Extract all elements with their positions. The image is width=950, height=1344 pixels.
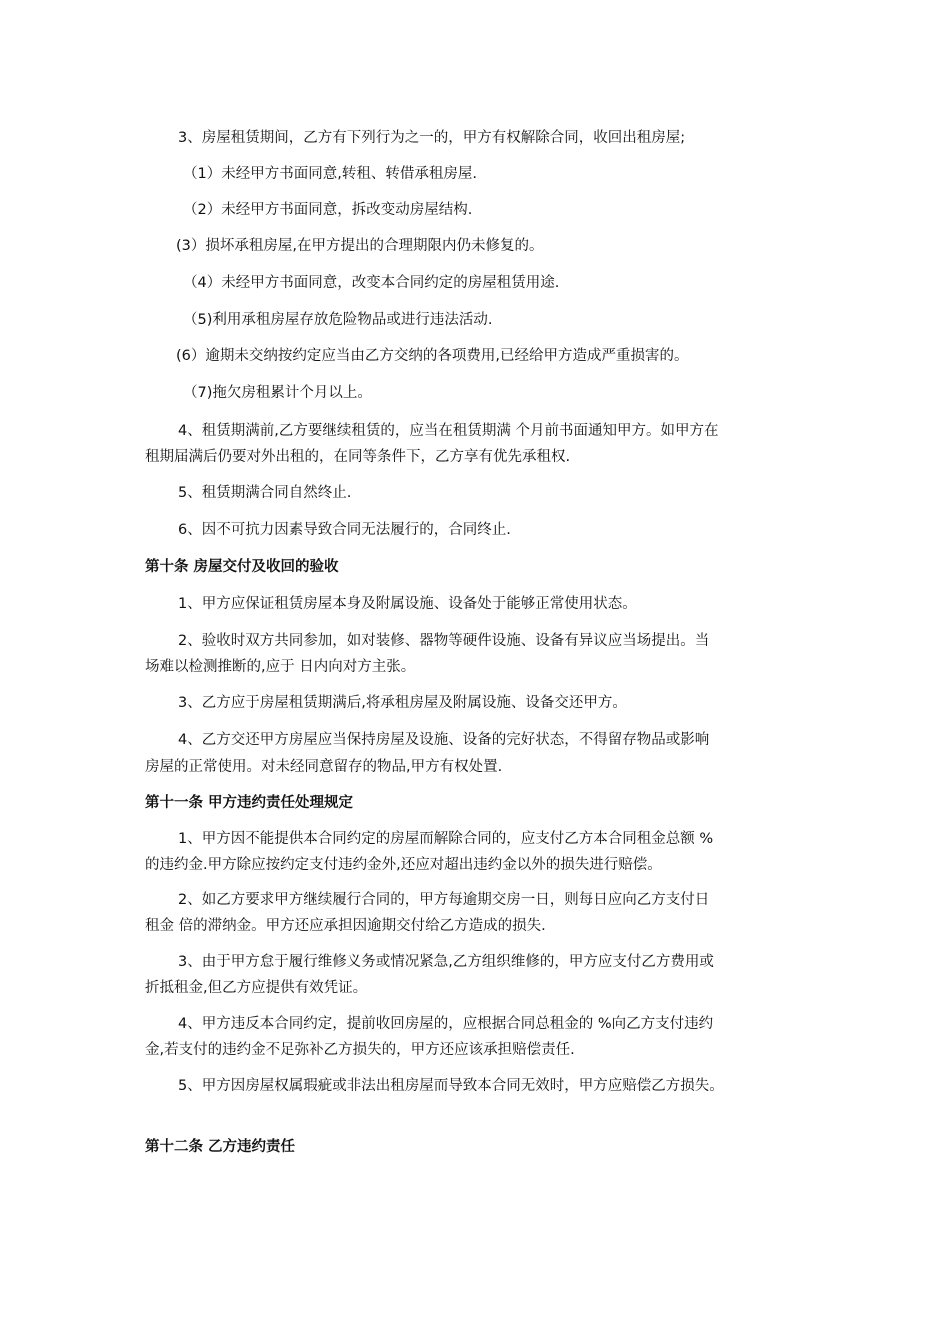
section-10-clause-1: 1、甲方应保证租赁房屋本身及附属设施、设备处于能够正常使用状态。 [178, 596, 637, 612]
section-10-heading: 第十条 房屋交付及收回的验收 [145, 559, 339, 575]
section-11-clause-1-line-1: 1、甲方因不能提供本合同约定的房屋而解除合同的，应支付乙方本合同租金总额 % [178, 831, 714, 847]
clause-5: 5、租赁期满合同自然终止. [178, 485, 352, 501]
section-11-clause-4-line-2: 金,若支付的违约金不足弥补乙方损失的，甲方还应该承担赔偿责任. [145, 1042, 575, 1058]
clause-6: 6、因不可抗力因素导致合同无法履行的，合同终止. [178, 522, 511, 538]
clause-3-item-5: （5)利用承租房屋存放危险物品或进行违法活动. [183, 312, 493, 328]
section-11-clause-3-line-1: 3、由于甲方怠于履行维修义务或情况紧急,乙方组织维修的，甲方应支付乙方费用或 [178, 954, 714, 970]
clause-3-item-2: （2）未经甲方书面同意，拆改变动房屋结构. [183, 202, 473, 218]
section-10-clause-2-line-2: 场难以检测推断的,应于 日内向对方主张。 [145, 659, 416, 675]
section-10-clause-3: 3、乙方应于房屋租赁期满后,将承租房屋及附属设施、设备交还甲方。 [178, 695, 627, 711]
clause-3-item-3: (3）损坏承租房屋,在甲方提出的合理期限内仍未修复的。 [176, 238, 544, 254]
section-11-clause-3-line-2: 折抵租金,但乙方应提供有效凭证。 [145, 980, 368, 996]
section-11-clause-1-line-2: 的违约金.甲方除应按约定支付违约金外,还应对超出违约金以外的损失进行赔偿。 [145, 857, 662, 873]
section-11-clause-5: 5、甲方因房屋权属瑕疵或非法出租房屋而导致本合同无效时，甲方应赔偿乙方损失。 [178, 1078, 724, 1094]
section-11-clause-4-line-1: 4、甲方违反本合同约定，提前收回房屋的，应根据合同总租金的 %向乙方支付违约 [178, 1016, 714, 1032]
section-11-heading: 第十一条 甲方违约责任处理规定 [145, 795, 354, 811]
section-10-clause-4-line-2: 房屋的正常使用。对未经同意留存的物品,甲方有权处置. [145, 759, 503, 775]
clause-3: 3、房屋租赁期间，乙方有下列行为之一的，甲方有权解除合同，收回出租房屋; [178, 130, 686, 146]
clause-3-item-4: （4）未经甲方书面同意，改变本合同约定的房屋租赁用途. [183, 275, 560, 291]
section-12-heading: 第十二条 乙方违约责任 [145, 1139, 296, 1155]
clause-3-item-7: （7)拖欠房租累计个月以上。 [183, 385, 372, 401]
clause-3-item-6: (6）逾期未交纳按约定应当由乙方交纳的各项费用,已经给甲方造成严重损害的。 [176, 348, 689, 364]
clause-4-line-2: 租期届满后仍要对外出租的，在同等条件下，乙方享有优先承租权. [145, 449, 571, 465]
section-10-clause-4-line-1: 4、乙方交还甲方房屋应当保持房屋及设施、设备的完好状态，不得留存物品或影响 [178, 732, 710, 748]
section-10-clause-2-line-1: 2、验收时双方共同参加，如对装修、器物等硬件设施、设备有异议应当场提出。当 [178, 633, 710, 649]
section-11-clause-2-line-2: 租金 倍的滞纳金。甲方还应承担因逾期交付给乙方造成的损失. [145, 918, 546, 934]
clause-3-item-1: （1）未经甲方书面同意,转租、转借承租房屋. [183, 166, 477, 182]
clause-4-line-1: 4、租赁期满前,乙方要继续租赁的，应当在租赁期满 个月前书面通知甲方。如甲方在 [178, 423, 719, 439]
section-11-clause-2-line-1: 2、如乙方要求甲方继续履行合同的，甲方每逾期交房一日，则每日应向乙方支付日 [178, 892, 710, 908]
